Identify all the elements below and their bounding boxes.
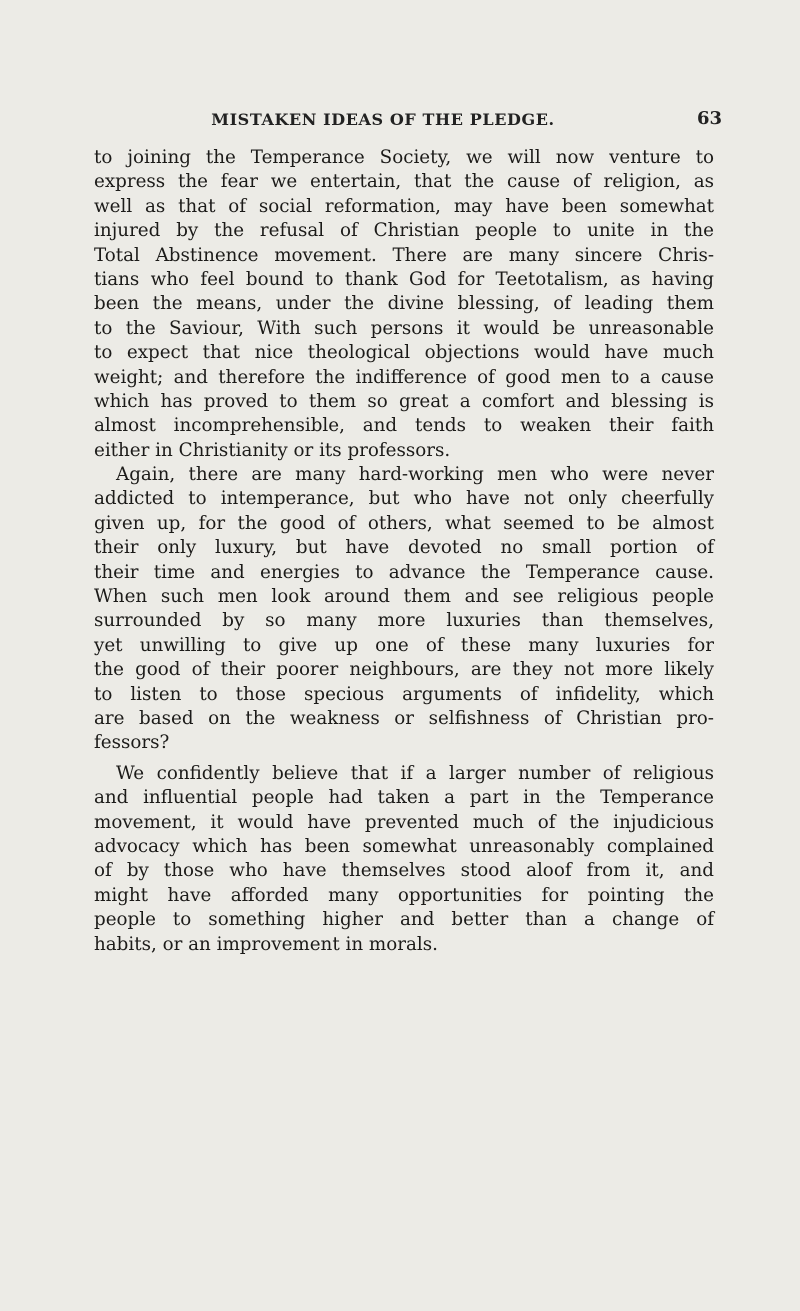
text-line: which has proved to them so great a comfort and blessing is [94,390,714,412]
text-line: Total Abstinence movement. There are many sincere Chris- [94,244,714,266]
text-line: to expect that nice theological objections would have much [94,342,714,364]
text-line: surrounded by so many more luxuries than themselves, [94,610,714,632]
paragraph-2 [94,463,714,756]
text-line: their time and energies to advance the Temperance cause. [94,561,714,583]
text-line: movement, it would have prevented much of the injudicious [94,811,714,833]
text-line: fessors? [94,732,170,754]
text-line: people to something higher and better than a change of [94,909,714,931]
text-line: habits, or an improvement in morals. [94,933,438,955]
text-line: to joining the Temperance Society, we will now venture to [94,147,714,168]
text-line: are based on the weakness or selfishness of Christian pro- [94,707,714,729]
text-line: their only luxury, but have devoted no small portion of [94,537,714,559]
text-line: to listen to those specious arguments of infidelity, which [94,683,714,705]
running-title: MISTAKEN IDEAS OF THE PLEDGE. [211,110,555,129]
text-line: Again, there are many hard-working men who were never [116,464,714,486]
text-line: of by those who have themselves stood aloof from it, and [94,860,714,882]
text-line: express the fear we entertain, that the cause of religion, as [94,171,714,193]
body-text [94,146,714,957]
text-line: addicted to intemperance, but who have not only cheerfully [94,488,714,510]
text-line: been the means, under the divine blessing, of leading them [94,293,714,315]
text-line: advocacy which has been somewhat unreasonably complained [94,835,714,857]
text-line: injured by the refusal of Christian people to unite in the [94,220,714,242]
page-number: 63 [697,108,723,129]
paragraph-1 [94,146,714,463]
paragraph-3 [94,762,714,957]
text-line: weight; and therefore the indifference of good men to a cause [94,366,714,388]
text-line: either in Christianity or its professors. [94,439,451,461]
text-line: well as that of social reformation, may have been somewhat [94,195,714,217]
text-line: almost incomprehensible, and tends to weaken their faith [94,415,714,437]
text-line: the good of their poorer neighbours, are they not more likely [94,659,714,681]
text-line: to the Saviour, With such persons it would be unreasonable [94,317,714,339]
text-line: given up, for the good of others, what seemed to be almost [94,512,714,534]
text-line: and influential people had taken a part in the Temperance [94,787,714,809]
text-line: When such men look around them and see religious people [94,586,714,608]
text-line: We confidently believe that if a larger number of religious [116,762,714,784]
text-line: might have afforded many opportunities for pointing the [94,884,714,906]
text-line: tians who feel bound to thank God for Teetotalism, as having [94,268,714,290]
text-line: yet unwilling to give up one of these many luxuries for [94,634,714,656]
